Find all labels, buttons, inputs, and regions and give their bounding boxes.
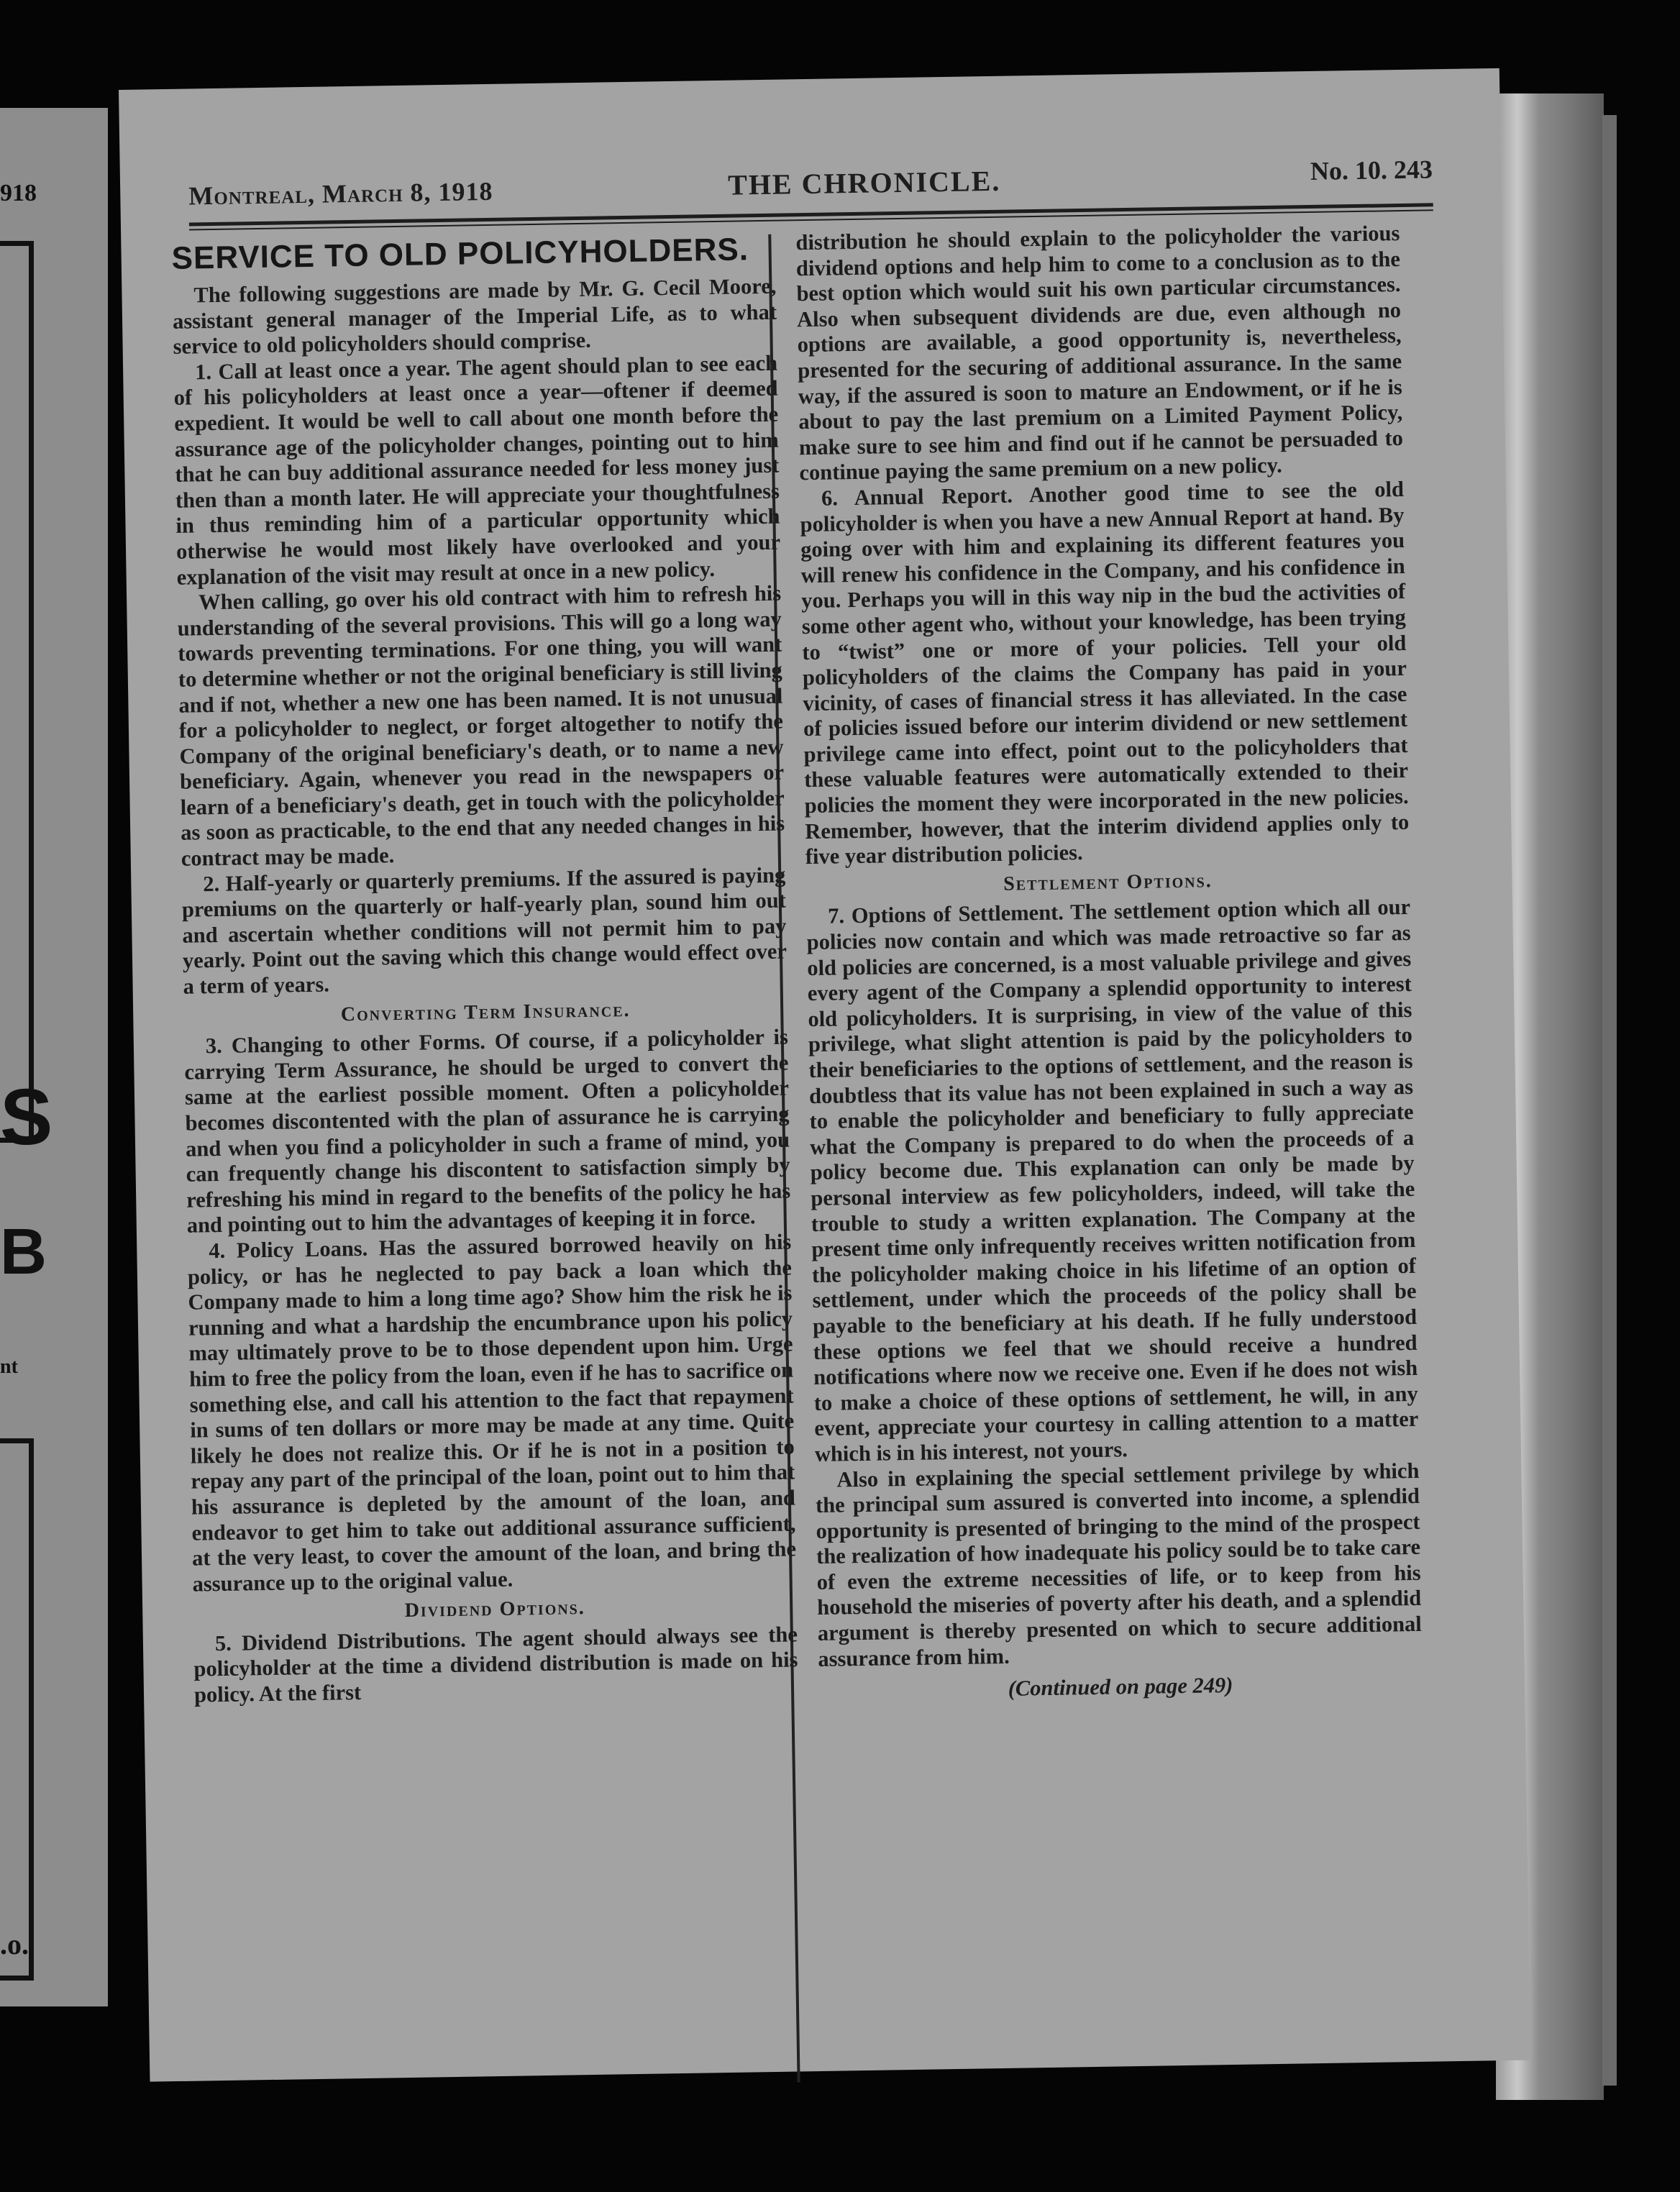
paragraph: 6. Annual Report. Another good time to see the old policyholder is when you have a new Annual Report at hand. By going over with him and explaining its different features you will renew his confidence in the Company, and his confidence in you. Perhaps you will in this way nip in the bud the activities of some other agent who, without your knowledge, has been trying to “twist” one or more of your policies. Tell your old policyholders of the claims the Company has paid in your vicinity, of cases of financial stress it has alleviated. In the case of policies issued before our interim dividend or new settlement privilege came into effect, point out to the policyholders that these valuable features were automatically extended to their policies the moment they were incorporated in the new policies. Remember, however, that the interim dividend applies only to five year distribution policies. [800, 476, 1410, 869]
left-page-ad-box-bottom [0, 1438, 34, 1981]
header-journal-title: THE CHRONICLE. [727, 164, 1001, 201]
paragraph: distribution he should explain to the policyholder the various dividend options and help him to come to a conclusion as to the best option which would suit his own particular circumstances. Also when subsequent dividends are due, even although no options are available, a good opportunity is, nevertheless, presented for the securing of additional assurance. In the same way, if the assured is soon to mature an Endowment, or if he is about to pay the last premium on a Limited Payment Policy, make sure to see him and find out if he cannot be persuaded to continue paying the same premium on a new policy. [795, 221, 1404, 485]
header-issue-page: No. 10. 243 [1310, 155, 1433, 186]
paragraph: 2. Half-yearly or quarterly premiums. If the assured is paying premiums on the quarterly or half-yearly plan, sound him out and ascertain whether conditions will not permit him to pay yearly. Point out the saving which this change would effect over a term of years. [181, 862, 788, 999]
journal-page [119, 68, 1530, 2082]
paragraph: Also in explaining the special settlement privilege by which the principal sum assured is converted into income, a splendid opportunity is presented of bringing to the mind of the prospect the realization of how inadequate his policy sould be to take care of even the extreme necessities of life, or to keep from his household the miseries of poverty after his death, and a splendid argument is thereby presented on which to secure additional assurance from him. [815, 1458, 1422, 1671]
header-dateline: Montreal, March 8, 1918 [188, 176, 493, 211]
article-left-column [171, 231, 798, 1709]
paragraph: The following suggestions are made by Mr. G. Cecil Moore, assistant general manager of the Imperial Life, as to what service to old policyholders should comprise. [172, 273, 777, 360]
left-page-bottom-fragment: .o. [0, 1928, 29, 1960]
article-title: SERVICE TO OLD POLICYHOLDERS. [171, 232, 749, 276]
left-page-ad-box-top [0, 241, 34, 1143]
right-column-body [795, 221, 1423, 1705]
left-column-body [172, 274, 798, 1709]
paragraph: 1. Call at least once a year. The agent should plan to see each of his policyholders at least once a year—oftener if deemed expedient. It would be well to call about one month before the assurance age of the policyholder changes, pointing out to him that he can buy additional assurance needed for less money just then than a month later. He will appreciate your thoughtfulness in thus reminding him of a particular opportunity which otherwise he would most likely have overlooked and your explanation of the visit may result at once in a new policy. [173, 350, 781, 590]
paragraph: 3. Changing to other Forms. Of course, if a policyholder is carrying Term Assurance, he should be urged to convert the same at the earliest possible moment. Often a policyholder becomes discontented with the plan of assurance he is carrying and when you find a policyholder in such a frame of mind, you can frequently change his discontent to satisfaction simply by refreshing his mind in regard to the benefits of the policy he has and pointing out to him the advantages of keeping it in force. [184, 1024, 791, 1238]
article-right-column [795, 221, 1423, 1705]
left-page-letter-s: S [0, 1073, 53, 1161]
paragraph: 5. Dividend Distributions. The agent should always see the policyholder at the time a dividend distribution is made on his policy. At the first [193, 1622, 798, 1707]
left-page-word-fragment: nt [0, 1356, 18, 1378]
continued-note: (Continued on page 249) [1008, 1673, 1233, 1702]
section-subheading: Settlement Options. [1003, 869, 1213, 895]
left-page-year-fragment: 918 [0, 180, 37, 206]
section-subheading: Converting Term Insurance. [340, 998, 631, 1026]
paragraph: 4. Policy Loans. Has the assured borrowed heavily on his policy, or has he neglected to pay back a loan which the Company made to him a long time ago? Show him the risk he is running and what a hardship the encumbrance upon his policy may ultimately prove to be to those dependent upon him. Urge him to free the policy from the loan, even if he has to sacrifice on something else, and call his attention to the fact that repayment in sums of ten dollars or more may be made at any time. Quite likely he does not realize this. Or if he is not in a position to repay any part of the principal of the loan, point out to him that his assurance is depleted by the amount of the loan, and endeavor to get him to take out additional assurance sufficient, at the very least, to cover the amount of the loan, and bring the assurance up to the original value. [187, 1229, 797, 1597]
left-facing-page [0, 108, 108, 2006]
book-edge-shadow [1602, 115, 1617, 2086]
paragraph: When calling, go over his old contract with him to refresh his understanding of the several provisions. This will go a long way towards preventing terminations. For one thing, you will want to determine whether or not the original beneficiary is still living and if not, whether a new one has been named. It is not unusual for a policyholder to neglect, or forget altogether to notify the Company of the original beneficiary's death, or to name a new beneficiary. Again, whenever you read in the newspapers or learn of a beneficiary's death, get in touch with the policyholder as soon as practicable, to the end that any needed changes in his contract may be made. [177, 580, 785, 871]
section-subheading: Dividend Options. [404, 1597, 586, 1622]
paragraph: 7. Options of Settlement. The settlement option which all our policies now contain and which was made retroactive so far as old policies are concerned, is a most valuable privilege and gives every agent of the Company a splendid opportunity to interest old policyholders. It is surprising, in view of the value of this privilege, what slight attention is paid by the policyholders to their beneficiaries to the options of settlement, and the reason is doubtless that its value has not been explained in such a way as to enable the policyholder and beneficiary to fully appreciate what the Company is prepared to do when the proceeds of a policy become due. This explanation can only be made by personal interview as few policyholders, indeed, will take the trouble to study a written explanation. The Company at the present time only infrequently receives written notification from the policyholder making choice in his lifetime of an option of settlement, under which the proceeds of the policy shall be payable to the beneficiary at his death. If he fully understood these options we feel that we should receive a hundred notifications where now we receive one. Even if he does not wish to make a choice of these options of settlement, he will, in any event, appreciate your courtesy in calling attention to a matter which is in his interest, not yours. [806, 895, 1419, 1466]
left-page-letter-b: B [0, 1216, 47, 1288]
